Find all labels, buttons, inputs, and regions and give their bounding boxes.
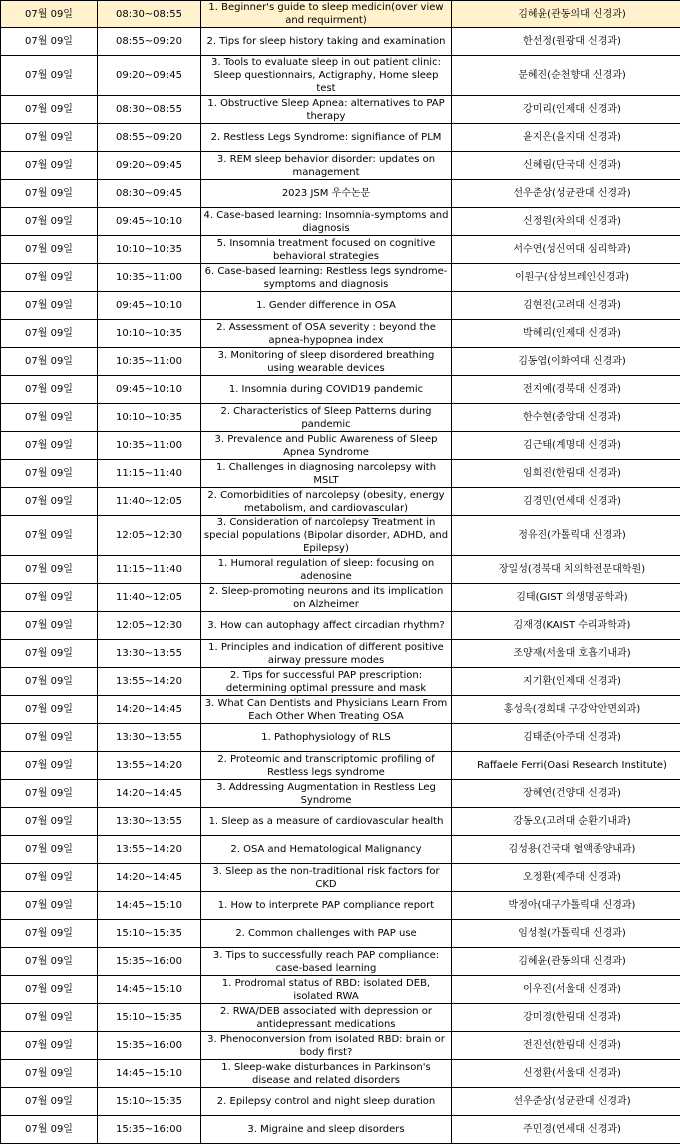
session-date-cell: 07월 09일 — [1, 892, 98, 920]
session-time-cell: 09:20~09:45 — [98, 56, 201, 96]
session-time-cell: 14:45~15:10 — [98, 976, 201, 1004]
session-time-cell: 14:45~15:10 — [98, 892, 201, 920]
table-row — [1, 236, 680, 264]
session-time-cell: 08:30~08:55 — [98, 96, 201, 124]
session-time-cell: 13:55~14:20 — [98, 836, 201, 864]
table-row — [1, 208, 680, 236]
table-row — [1, 836, 680, 864]
table-row — [1, 752, 680, 780]
session-title-cell: 2. Epilepsy control and night sleep duration — [201, 1088, 452, 1116]
session-date-cell: 07월 09일 — [1, 1088, 98, 1116]
session-title-cell: 3. Phenoconversion from isolated RBD: brain or body first? — [201, 1032, 452, 1060]
table-row — [1, 56, 680, 96]
session-title-cell: 2. Tips for successful PAP prescription: determining optimal pressure and mask — [201, 668, 452, 696]
session-speaker-cell: 강미리(인제대 신경과) — [452, 96, 680, 124]
table-row — [1, 948, 680, 976]
table-row — [1, 584, 680, 612]
session-title-cell: 3. Tips to successfully reach PAP compliance: case-based learning — [201, 948, 452, 976]
session-time-cell: 08:30~08:55 — [98, 1, 201, 28]
session-speaker-cell: 지기환(인제대 신경과) — [452, 668, 680, 696]
session-date-cell: 07월 09일 — [1, 180, 98, 208]
session-speaker-cell: 홍성욱(경희대 구강악안면외과) — [452, 696, 680, 724]
session-title-cell: 3. Monitoring of sleep disordered breathing using wearable devices — [201, 348, 452, 376]
table-row — [1, 1, 680, 28]
session-title-cell: 2. Comorbidities of narcolepsy (obesity, energy metabolism, and cardiovascular) — [201, 488, 452, 516]
session-title-cell: 2. Sleep-promoting neurons and its implication on Alzheimer — [201, 584, 452, 612]
table-row — [1, 460, 680, 488]
session-date-cell: 07월 09일 — [1, 976, 98, 1004]
session-speaker-cell: 김혜윤(관동의대 신경과) — [452, 948, 680, 976]
table-row — [1, 556, 680, 584]
session-time-cell: 09:45~10:10 — [98, 292, 201, 320]
session-speaker-cell: 김태준(아주대 신경과) — [452, 724, 680, 752]
session-time-cell: 11:15~11:40 — [98, 460, 201, 488]
session-title-cell: 1. Sleep as a measure of cardiovascular health — [201, 808, 452, 836]
session-date-cell: 07월 09일 — [1, 724, 98, 752]
session-time-cell: 15:35~16:00 — [98, 948, 201, 976]
session-time-cell: 09:45~10:10 — [98, 208, 201, 236]
session-time-cell: 14:20~14:45 — [98, 864, 201, 892]
session-date-cell: 07월 09일 — [1, 836, 98, 864]
session-speaker-cell: 김경민(연세대 신경과) — [452, 488, 680, 516]
session-date-cell: 07월 09일 — [1, 208, 98, 236]
table-row — [1, 264, 680, 292]
session-title-cell: 1. Pathophysiology of RLS — [201, 724, 452, 752]
session-title-cell: 2. Characteristics of Sleep Patterns during pandemic — [201, 404, 452, 432]
session-date-cell: 07월 09일 — [1, 808, 98, 836]
session-title-cell: 6. Case-based learning: Restless legs syndrome-symptoms and diagnosis — [201, 264, 452, 292]
table-row — [1, 1004, 680, 1032]
session-date-cell: 07월 09일 — [1, 780, 98, 808]
session-time-cell: 10:10~10:35 — [98, 404, 201, 432]
session-date-cell: 07월 09일 — [1, 348, 98, 376]
session-time-cell: 10:10~10:35 — [98, 320, 201, 348]
session-date-cell: 07월 09일 — [1, 864, 98, 892]
session-time-cell: 13:30~13:55 — [98, 724, 201, 752]
session-date-cell: 07월 09일 — [1, 460, 98, 488]
table-row — [1, 28, 680, 56]
session-speaker-cell: 장혜연(건양대 신경과) — [452, 780, 680, 808]
session-title-cell: 4. Case-based learning: Insomnia-symptoms and diagnosis — [201, 208, 452, 236]
session-date-cell: 07월 09일 — [1, 56, 98, 96]
session-title-cell: 3. How can autophagy affect circadian rhythm? — [201, 612, 452, 640]
session-time-cell: 13:55~14:20 — [98, 752, 201, 780]
session-speaker-cell: 전진선(한림대 신경과) — [452, 1032, 680, 1060]
session-time-cell: 13:30~13:55 — [98, 808, 201, 836]
session-title-cell: 1. Principles and indication of different positive airway pressure modes — [201, 640, 452, 668]
session-speaker-cell: 주민경(연세대 신경과) — [452, 1116, 680, 1144]
session-date-cell: 07월 09일 — [1, 376, 98, 404]
session-time-cell: 11:40~12:05 — [98, 488, 201, 516]
session-date-cell: 07월 09일 — [1, 948, 98, 976]
session-date-cell: 07월 09일 — [1, 920, 98, 948]
session-speaker-cell: 정유진(가톨릭대 신경과) — [452, 516, 680, 556]
session-date-cell: 07월 09일 — [1, 1032, 98, 1060]
session-speaker-cell: 전지예(경북대 신경과) — [452, 376, 680, 404]
table-row — [1, 1088, 680, 1116]
session-speaker-cell: 박혜리(인제대 신경과) — [452, 320, 680, 348]
session-time-cell: 09:20~09:45 — [98, 152, 201, 180]
session-time-cell: 08:55~09:20 — [98, 124, 201, 152]
session-date-cell: 07월 09일 — [1, 668, 98, 696]
session-title-cell: 2. RWA/DEB associated with depression or antidepressant medications — [201, 1004, 452, 1032]
session-title-cell: 2023 JSM 우수논문 — [201, 180, 452, 208]
session-title-cell: 3. Sleep as the non-traditional risk factors for CKD — [201, 864, 452, 892]
table-row — [1, 864, 680, 892]
session-title-cell: 2. Tips for sleep history taking and examination — [201, 28, 452, 56]
session-speaker-cell: 강미경(한림대 신경과) — [452, 1004, 680, 1032]
session-title-cell: 2. Assessment of OSA severity : beyond the apnea-hypopnea index — [201, 320, 452, 348]
table-row — [1, 724, 680, 752]
session-time-cell: 13:55~14:20 — [98, 668, 201, 696]
session-date-cell: 07월 09일 — [1, 696, 98, 724]
session-title-cell: 1. How to interprete PAP compliance report — [201, 892, 452, 920]
table-row — [1, 1116, 680, 1144]
table-row — [1, 892, 680, 920]
session-title-cell: 1. Sleep-wake disturbances in Parkinson's disease and related disorders — [201, 1060, 452, 1088]
session-speaker-cell: Raffaele Ferri(Oasi Research Institute) — [452, 752, 680, 780]
table-row — [1, 488, 680, 516]
session-speaker-cell: 윤지은(을지대 신경과) — [452, 124, 680, 152]
session-title-cell: 3. Consideration of narcolepsy Treatment in special populations (Bipolar disorder, ADHD, and Epilepsy) — [201, 516, 452, 556]
session-time-cell: 12:05~12:30 — [98, 612, 201, 640]
session-time-cell: 14:45~15:10 — [98, 1060, 201, 1088]
session-speaker-cell: 신정환(서울대 신경과) — [452, 1060, 680, 1088]
session-time-cell: 14:20~14:45 — [98, 696, 201, 724]
session-speaker-cell: 조양재(서울대 호흡기내과) — [452, 640, 680, 668]
session-date-cell: 07월 09일 — [1, 612, 98, 640]
table-row — [1, 320, 680, 348]
session-speaker-cell: 한선정(원광대 신경과) — [452, 28, 680, 56]
session-time-cell: 10:35~11:00 — [98, 264, 201, 292]
session-speaker-cell: 김근태(계명대 신경과) — [452, 432, 680, 460]
session-time-cell: 10:10~10:35 — [98, 236, 201, 264]
session-date-cell: 07월 09일 — [1, 236, 98, 264]
session-speaker-cell: 이우진(서울대 신경과) — [452, 976, 680, 1004]
session-date-cell: 07월 09일 — [1, 1, 98, 28]
table-row — [1, 292, 680, 320]
session-date-cell: 07월 09일 — [1, 292, 98, 320]
table-row — [1, 668, 680, 696]
session-time-cell: 15:10~15:35 — [98, 1088, 201, 1116]
table-row — [1, 432, 680, 460]
session-title-cell: 1. Obstructive Sleep Apnea: alternatives to PAP therapy — [201, 96, 452, 124]
session-title-cell: 5. Insomnia treatment focused on cognitive behavioral strategies — [201, 236, 452, 264]
session-time-cell: 09:45~10:10 — [98, 376, 201, 404]
table-row — [1, 516, 680, 556]
table-row — [1, 696, 680, 724]
table-row — [1, 640, 680, 668]
session-title-cell: 3. Tools to evaluate sleep in out patient clinic: Sleep questionnairs, Actigraphy, Home sleep test — [201, 56, 452, 96]
session-speaker-cell: 오정환(제주대 신경과) — [452, 864, 680, 892]
session-date-cell: 07월 09일 — [1, 320, 98, 348]
session-title-cell: 1. Insomnia during COVID19 pandemic — [201, 376, 452, 404]
session-title-cell: 1. Beginner's guide to sleep medicin(over view and requirment) — [201, 1, 452, 28]
session-date-cell: 07월 09일 — [1, 1116, 98, 1144]
table-row — [1, 976, 680, 1004]
session-speaker-cell: 박정아(대구가톨릭대 신경과) — [452, 892, 680, 920]
session-speaker-cell: 한수현(중앙대 신경과) — [452, 404, 680, 432]
session-time-cell: 10:35~11:00 — [98, 348, 201, 376]
session-speaker-cell: 김현진(고려대 신경과) — [452, 292, 680, 320]
session-speaker-cell: 신정원(차의대 신경과) — [452, 208, 680, 236]
session-title-cell: 3. What Can Dentists and Physicians Learn From Each Other When Treating OSA — [201, 696, 452, 724]
session-speaker-cell: 문혜진(순천향대 신경과) — [452, 56, 680, 96]
session-title-cell: 3. REM sleep behavior disorder: updates on management — [201, 152, 452, 180]
session-speaker-cell: 강동오(고려대 순환기내과) — [452, 808, 680, 836]
session-date-cell: 07월 09일 — [1, 152, 98, 180]
session-date-cell: 07월 09일 — [1, 96, 98, 124]
session-date-cell: 07월 09일 — [1, 752, 98, 780]
session-date-cell: 07월 09일 — [1, 516, 98, 556]
session-speaker-cell: 임성철(가톨릭대 신경과) — [452, 920, 680, 948]
table-row — [1, 96, 680, 124]
session-speaker-cell: 장일성(경북대 치의학전문대학원) — [452, 556, 680, 584]
session-title-cell: 2. OSA and Hematological Malignancy — [201, 836, 452, 864]
table-row — [1, 808, 680, 836]
session-date-cell: 07월 09일 — [1, 1060, 98, 1088]
schedule-body — [1, 1, 680, 1144]
session-date-cell: 07월 09일 — [1, 640, 98, 668]
session-speaker-cell: 선우준상(성균관대 신경과) — [452, 1088, 680, 1116]
session-speaker-cell: 이원구(삼성브레인신경과) — [452, 264, 680, 292]
table-row — [1, 1060, 680, 1088]
session-speaker-cell: 임희진(한림대 신경과) — [452, 460, 680, 488]
table-row — [1, 348, 680, 376]
session-time-cell: 14:20~14:45 — [98, 780, 201, 808]
table-row — [1, 180, 680, 208]
table-row — [1, 920, 680, 948]
session-title-cell: 2. Proteomic and transcriptomic profiling of Restless legs syndrome — [201, 752, 452, 780]
session-time-cell: 11:15~11:40 — [98, 556, 201, 584]
session-title-cell: 3. Migraine and sleep disorders — [201, 1116, 452, 1144]
table-row — [1, 376, 680, 404]
session-date-cell: 07월 09일 — [1, 556, 98, 584]
session-date-cell: 07월 09일 — [1, 404, 98, 432]
session-date-cell: 07월 09일 — [1, 584, 98, 612]
session-title-cell: 1. Gender difference in OSA — [201, 292, 452, 320]
session-title-cell: 2. Restless Legs Syndrome: signifiance of PLM — [201, 124, 452, 152]
session-date-cell: 07월 09일 — [1, 488, 98, 516]
table-row — [1, 780, 680, 808]
table-row — [1, 1032, 680, 1060]
session-date-cell: 07월 09일 — [1, 28, 98, 56]
table-row — [1, 612, 680, 640]
session-title-cell: 3. Addressing Augmentation in Restless Leg Syndrome — [201, 780, 452, 808]
session-time-cell: 10:35~11:00 — [98, 432, 201, 460]
session-title-cell: 3. Prevalence and Public Awareness of Sleep Apnea Syndrome — [201, 432, 452, 460]
session-speaker-cell: 김태(GIST 의생명공학과) — [452, 584, 680, 612]
session-time-cell: 08:30~09:45 — [98, 180, 201, 208]
session-speaker-cell: 서수연(성신여대 심리학과) — [452, 236, 680, 264]
table-row — [1, 404, 680, 432]
session-speaker-cell: 김혜윤(관동의대 신경과) — [452, 1, 680, 28]
session-title-cell: 1. Challenges in diagnosing narcolepsy with MSLT — [201, 460, 452, 488]
session-time-cell: 08:55~09:20 — [98, 28, 201, 56]
table-row — [1, 152, 680, 180]
session-date-cell: 07월 09일 — [1, 124, 98, 152]
session-speaker-cell: 김재경(KAIST 수리과학과) — [452, 612, 680, 640]
session-time-cell: 15:10~15:35 — [98, 920, 201, 948]
table-row — [1, 124, 680, 152]
session-time-cell: 15:10~15:35 — [98, 1004, 201, 1032]
session-time-cell: 11:40~12:05 — [98, 584, 201, 612]
session-title-cell: 1. Prodromal status of RBD: isolated DEB, isolated RWA — [201, 976, 452, 1004]
session-speaker-cell: 김동엽(이화여대 신경과) — [452, 348, 680, 376]
session-title-cell: 2. Common challenges with PAP use — [201, 920, 452, 948]
session-speaker-cell: 신혜림(단국대 신경과) — [452, 152, 680, 180]
session-time-cell: 15:35~16:00 — [98, 1116, 201, 1144]
session-date-cell: 07월 09일 — [1, 432, 98, 460]
session-speaker-cell: 선우준상(성균관대 신경과) — [452, 180, 680, 208]
session-time-cell: 12:05~12:30 — [98, 516, 201, 556]
session-date-cell: 07월 09일 — [1, 1004, 98, 1032]
session-title-cell: 1. Humoral regulation of sleep: focusing on adenosine — [201, 556, 452, 584]
session-time-cell: 13:30~13:55 — [98, 640, 201, 668]
session-time-cell: 15:35~16:00 — [98, 1032, 201, 1060]
session-speaker-cell: 김성용(건국대 혈액종양내과) — [452, 836, 680, 864]
session-date-cell: 07월 09일 — [1, 264, 98, 292]
